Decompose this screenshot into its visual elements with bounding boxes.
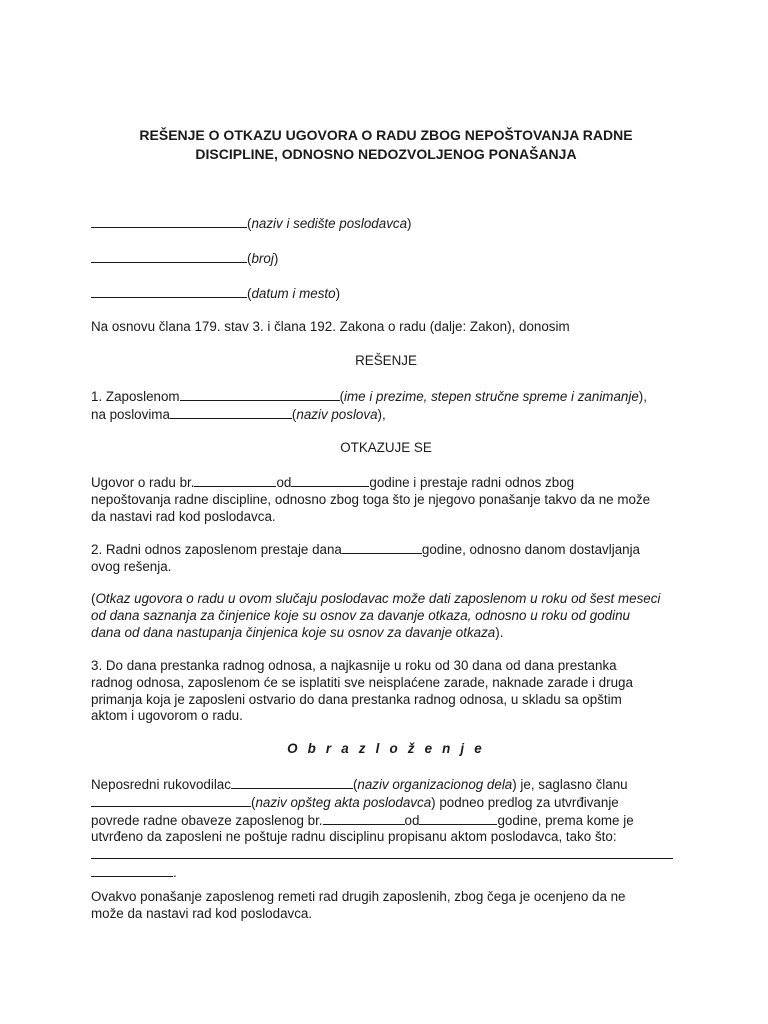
position-prefix: na poslovima <box>91 406 170 422</box>
date-place-blank[interactable] <box>91 285 247 298</box>
explanation-line-1-tail: ) je, saglasno članu <box>512 777 628 792</box>
violation-date-label: od <box>404 812 420 828</box>
item-1-line-1: 1. Zaposlenom (ime i prezime, stepen stručne spreme i zanimanje), <box>91 389 647 404</box>
final-paragraph <box>91 889 681 923</box>
legal-basis: Na osnovu člana 179. stav 3. i člana 192. Zakona o radu (dalje: Zakon), donosim <box>91 319 570 334</box>
act-hint: naziv opšteg akta poslodavca <box>255 794 432 810</box>
note-line-1: (Otkaz ugovora o radu u ovom slučaju poslodavac može dati zaposlenom u roku od šest meseci <box>91 591 661 606</box>
violation-date-blank[interactable] <box>419 812 497 825</box>
item-3-line-3: primanja koja je zaposleni ostvario do dana prestanka radnog odnosa, u skladu sa opštim <box>91 691 622 707</box>
item-2-line-1 <box>91 541 681 559</box>
violation-number-label: povrede radne obaveze zaposlenog br. <box>91 812 323 828</box>
number-hint: broj <box>251 251 274 266</box>
position-blank[interactable] <box>170 406 292 419</box>
resenje-heading: REŠENJE <box>355 353 417 368</box>
item-3 <box>91 658 681 725</box>
title-line-2: DISCIPLINE, ODNOSNO NEDOZVOLJENOG PONAŠANJA <box>195 146 577 162</box>
title-line-1: REŠENJE O OTKAZU UGOVORA O RADU ZBOG NEPOŠTOVANJA RADNE <box>139 127 633 143</box>
explanation-line-3 <box>91 812 681 830</box>
number-field: (broj) <box>91 250 681 268</box>
act-article-blank[interactable] <box>91 794 251 807</box>
final-line-1: Ovakvo ponašanje zaposlenog remeti rad drugih zaposlenih, zbog čega je ocenjeno da ne <box>91 889 626 904</box>
employer-hint: naziv i sedište poslodavca <box>251 216 408 231</box>
date-place-hint: datum i mesto <box>251 286 336 301</box>
contract-line-1 <box>91 474 681 492</box>
supervisor-label: Neposredni rukovodilac <box>91 777 231 792</box>
document-title <box>91 126 681 164</box>
item-3-line-1: 3. Do dana prestanka radnog odnosa, a najkasnije u roku od 30 dana od dana prestanka <box>91 658 617 673</box>
violation-number-blank[interactable] <box>323 812 405 825</box>
employer-blank[interactable] <box>91 215 247 228</box>
note-line-2 <box>91 608 681 625</box>
contract-date-blank[interactable] <box>291 474 369 487</box>
note-line-3: dana od dana nastupanja činjenica koje su osnov za davanje otkaza). <box>91 624 504 640</box>
number-blank[interactable] <box>91 250 247 263</box>
item-2-label: 2. Radni odnos zaposlenom prestaje dana <box>91 542 342 557</box>
org-unit-blank[interactable] <box>231 776 353 789</box>
item-1-line-2: na poslovima (naziv poslova), <box>91 406 386 422</box>
explanation-line-2: (naziv opšteg akta poslodavca) podneo predlog za utvrđivanje <box>91 794 681 812</box>
termination-date-blank[interactable] <box>342 541 422 554</box>
item-1-prefix: 1. Zaposlenom <box>91 389 180 404</box>
item-2-line-2: ovog rešenja. <box>91 558 172 574</box>
explanation-line-1: Neposredni rukovodilac (naziv organizacionog dela) je, saglasno članu <box>91 777 628 792</box>
item-2-tail: godine, odnosno danom dostavljanja <box>421 542 641 557</box>
explanation-paragraph <box>91 776 681 882</box>
employee-blank[interactable] <box>180 388 340 401</box>
explanation-line-5 <box>91 846 681 864</box>
otkazuje-heading: OTKAZUJE SE <box>340 440 432 455</box>
date-place-field: (datum i mesto) <box>91 285 681 303</box>
note-text-1: Otkaz ugovora o radu u ovom slučaju poslodavac može dati zaposlenom u roku od šest meseci <box>95 591 661 606</box>
position-hint: naziv poslova <box>296 406 378 422</box>
contract-line-2: nepoštovanja radne discipline, odnosno zbog toga što je njegovo ponašanje takvo da ne može <box>91 491 651 507</box>
contract-paragraph <box>91 474 681 525</box>
note-text-2: od dana saznanja za činjenice koje su osnov za davanje otkaza, odnosno u roku od godinu <box>91 607 630 623</box>
explanation-line-4: utvrđeno da zaposleni ne poštuje radnu disciplinu propisanu aktom poslodavca, tako što: <box>91 829 617 845</box>
explanation-line-2-tail: ) podneo predlog za utvrđivanje <box>431 794 619 810</box>
contract-number-label: Ugovor o radu br. <box>91 475 195 490</box>
employee-hint: ime i prezime, stepen stručne spreme i zanimanje <box>344 389 639 404</box>
item-2 <box>91 541 681 576</box>
explanation-line-3-tail: godine, prema kome je <box>497 812 634 828</box>
explanation-line-6: . <box>91 864 681 882</box>
item-3-line-2: radnog odnosa, zaposlenom će se isplatiti sve neisplaćene zarade, naknade zarade i druga <box>91 674 633 690</box>
employer-field: (naziv i sedište poslodavca) <box>91 215 681 233</box>
description-blank-1[interactable] <box>91 846 673 859</box>
item-1 <box>91 388 681 424</box>
deadline-note <box>91 591 681 641</box>
note-text-3: dana od dana nastupanja činjenica koje su osnov za davanje otkaza <box>91 624 496 640</box>
final-line-2: može da nastavi rad kod poslodavca. <box>91 905 313 921</box>
org-unit-hint: naziv organizacionog dela <box>357 777 513 792</box>
contract-line-1-tail: godine i prestaje radni odnos zbog <box>369 475 575 490</box>
obrazlozenje-heading: O b r a z l o ž e n j e <box>287 741 485 756</box>
contract-line-3: da nastavi rad kod poslodavca. <box>91 508 276 524</box>
contract-date-label: od <box>276 475 292 490</box>
contract-number-blank[interactable] <box>194 474 276 487</box>
item-3-line-4: aktom i ugovorom o radu. <box>91 708 243 724</box>
description-blank-2[interactable] <box>91 864 173 877</box>
